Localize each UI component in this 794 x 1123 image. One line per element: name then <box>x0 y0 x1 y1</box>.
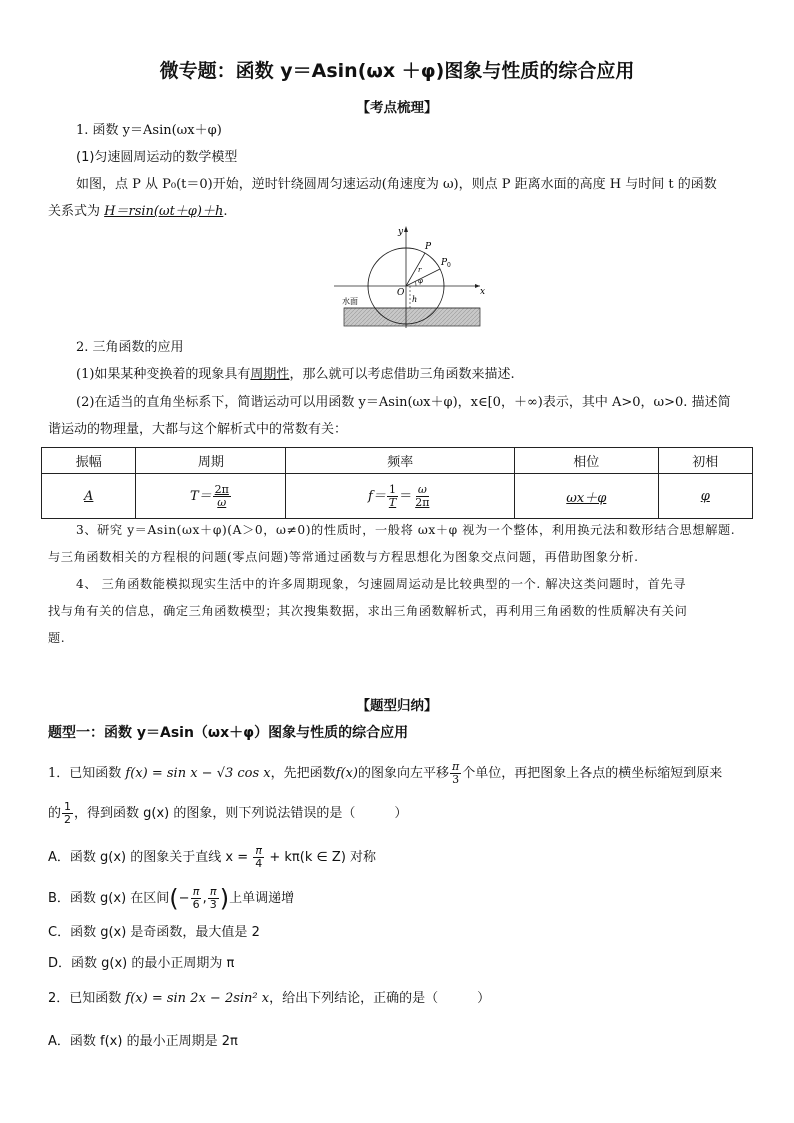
amplitude-value: A <box>84 488 94 504</box>
phase-value: ωx＋φ <box>566 490 607 506</box>
label-p0: P <box>441 258 448 268</box>
point-1-sub: (1)匀速圆周运动的数学模型 <box>76 150 238 165</box>
option-a-post: + kπ(k ∈ Z) 对称 <box>265 850 377 865</box>
question-1-option-b[interactable] <box>48 886 294 911</box>
table-header-row <box>42 448 753 474</box>
point-2-item-1-pre: (1)如果某种变换着的现象具有 <box>76 367 251 382</box>
harmonic-quantities-table <box>41 447 753 519</box>
question-1-fx: f(x) <box>335 766 358 781</box>
table-header-cell: 相位 <box>515 448 658 474</box>
half-fraction <box>62 801 73 826</box>
table-header-cell: 初相 <box>658 448 752 474</box>
question-1-text-3: 的图象向左平移 <box>357 766 449 781</box>
point-2-item-1-post: ，那么就可以考虑借助三角函数来描述. <box>289 367 515 382</box>
point-2-number: 2. <box>76 340 89 355</box>
question-1-option-a[interactable] <box>48 845 376 870</box>
option-b-post: 上单调递增 <box>229 891 295 906</box>
question-2-stem-pre: 2．已知函数 <box>48 991 126 1006</box>
right-paren: ) <box>219 884 230 913</box>
question-1-text-6: ，得到函数 g(x) 的图象，则下列说法错误的是（ ） <box>74 806 408 821</box>
option-a-pre: A．函数 g(x) 的图象关于直线 x = <box>48 850 253 865</box>
page-title: 微专题：函数 y＝Asin(ωx ＋φ)图象与性质的综合应用 <box>159 60 635 82</box>
option-b-right-numerator: π <box>209 885 217 898</box>
table-header-cell: 频率 <box>286 448 515 474</box>
label-phi: φ <box>418 277 423 285</box>
point-1-line2 <box>48 203 227 221</box>
point-1-line2-post: . <box>223 204 228 219</box>
option-b-left-fraction <box>191 886 202 911</box>
point-3-line1: 3、研究 y＝Asin(ωx＋φ)(A＞0，ω≠0)的性质时，一般将 ωx＋φ 视为一个整体，利用换元法和数形结合思想解题. <box>76 523 736 537</box>
question-1-function: f(x) = sin x − √3 cos x <box>125 766 271 781</box>
option-b-right-fraction <box>208 886 219 911</box>
option-b-right-denominator: 3 <box>209 898 217 911</box>
shift-denominator: 3 <box>452 773 460 786</box>
circle-motion-diagram <box>330 222 490 332</box>
section-heading-question-types: 【题型归纳】 <box>356 698 438 714</box>
label-y: y <box>398 227 404 237</box>
frequency-denominator-1: T <box>388 495 397 509</box>
frequency-lhs: f＝ <box>368 488 386 504</box>
label-x: x <box>480 287 486 297</box>
period-numerator: 2π <box>214 482 229 496</box>
height-formula: H＝rsin(ωt＋φ)＋h <box>104 204 224 219</box>
point-4-line1: 4、 三角函数能模拟现实生活中的许多周期现象，匀速圆周运动是比较典型的一个. 解决这类问题时，首先寻 <box>76 577 687 591</box>
question-1-text-1: 已知函数 <box>69 766 126 781</box>
minus-sign: − <box>178 891 190 906</box>
left-paren: ( <box>169 884 179 913</box>
half-denominator: 2 <box>64 813 72 826</box>
section-heading-key-points: 【考点梳理】 <box>356 100 438 116</box>
point-1-number: 1. <box>76 123 89 138</box>
half-numerator: 1 <box>64 800 72 813</box>
point-2-title <box>76 339 184 357</box>
period-denominator: ω <box>217 495 227 509</box>
question-1-number: 1． <box>48 766 70 781</box>
frequency-fraction-1 <box>387 484 398 509</box>
frequency-equals: ＝ <box>399 488 413 504</box>
question-2-option-a[interactable]: A．函数 f(x) 的最小正周期是 2π <box>48 1034 238 1049</box>
frequency-numerator-2: ω <box>417 482 427 496</box>
point-4-line2: 找与角有关的信息，确定三角函数模型；其次搜集数据，求出三角函数解析式，再利用三角函数的性质解决有关问 <box>48 604 688 618</box>
point-2-text: 三角函数的应用 <box>92 340 184 355</box>
question-type-1-heading: 题型一：函数 y＝Asin（ωx＋φ）图象与性质的综合应用 <box>48 725 409 741</box>
point-3-line2: 与三角函数相关的方程根的问题(零点问题)等常通过函数与方程思想化为图象交点问题，再借助图象分析. <box>48 550 639 564</box>
period-cell <box>136 474 286 519</box>
point-1-text: 函数 y＝Asin(ωx＋φ) <box>92 123 222 138</box>
question-1-text-2: ，先把函数 <box>270 766 336 781</box>
question-1-text-5: 的 <box>48 806 62 821</box>
label-p: P <box>425 242 432 252</box>
phase-cell <box>515 474 658 519</box>
frequency-cell <box>286 474 515 519</box>
frequency-numerator-1: 1 <box>389 482 397 496</box>
question-1-option-c[interactable]: C．函数 g(x) 是奇函数，最大值是 2 <box>48 925 260 940</box>
point-1-line1: 如图，点 P 从 P₀(t＝0)开始，逆时针绕圆周匀速运动(角速度为 ω)，则点 P 距离水面的高度 H 与时间 t 的函数 <box>76 177 717 192</box>
option-b-left-numerator: π <box>192 885 200 898</box>
phi-arc <box>415 281 416 286</box>
label-o: O <box>397 288 405 298</box>
question-2-function: f(x) = sin 2x − 2sin² x <box>125 991 270 1006</box>
period-fraction <box>213 484 231 509</box>
frequency-denominator-2: 2π <box>415 495 430 509</box>
question-2-stem-post: ，给出下列结论，正确的是（ ） <box>269 991 491 1006</box>
initial-phase-cell <box>658 474 752 519</box>
periodicity-term: 周期性 <box>250 367 290 382</box>
question-2-stem <box>48 990 490 1008</box>
question-1-line2 <box>48 801 407 826</box>
option-b-left-denominator: 6 <box>192 898 200 911</box>
table-header-cell: 振幅 <box>42 448 136 474</box>
period-lhs: T＝ <box>189 488 212 504</box>
point-2-item-2-line1: (2)在适当的直角坐标系下，简谐运动可以用函数 y＝Asin(ωx＋φ)，x∈[0，＋∞)表示，其中 A>0，ω>0. 描述简 <box>76 395 731 410</box>
option-a-denominator: 4 <box>255 857 263 870</box>
y-axis-arrow <box>404 226 408 232</box>
initial-phase-value: φ <box>700 488 710 504</box>
point-2-item-2-line2: 谐运动的物理量，大都与这个解析式中的常数有关： <box>48 422 348 437</box>
table-header-cell: 周期 <box>136 448 286 474</box>
shift-fraction <box>450 761 461 786</box>
option-b-pre: B．函数 g(x) 在区间 <box>48 891 170 906</box>
option-a-numerator: π <box>255 844 263 857</box>
table-value-row <box>42 474 753 519</box>
option-a-fraction <box>253 845 264 870</box>
amplitude-cell <box>42 474 136 519</box>
label-p0-sub: 0 <box>447 262 451 269</box>
comma-separator: , <box>202 891 207 906</box>
question-1-line1 <box>48 761 722 786</box>
question-1-text-4: 个单位，再把图象上各点的横坐标缩短到原来 <box>462 766 723 781</box>
label-r: r <box>418 266 422 274</box>
question-1-option-d[interactable]: D．函数 g(x) 的最小正周期为 π <box>48 956 235 971</box>
point-2-item-1 <box>76 366 515 384</box>
point-1-title <box>76 122 222 140</box>
frequency-fraction-2 <box>413 484 431 509</box>
shift-numerator: π <box>451 760 460 773</box>
label-h: h <box>412 295 418 304</box>
point-1-line2-pre: 关系式为 <box>48 204 105 219</box>
point-4-line3: 题. <box>48 631 66 645</box>
label-water: 水面 <box>342 297 358 306</box>
